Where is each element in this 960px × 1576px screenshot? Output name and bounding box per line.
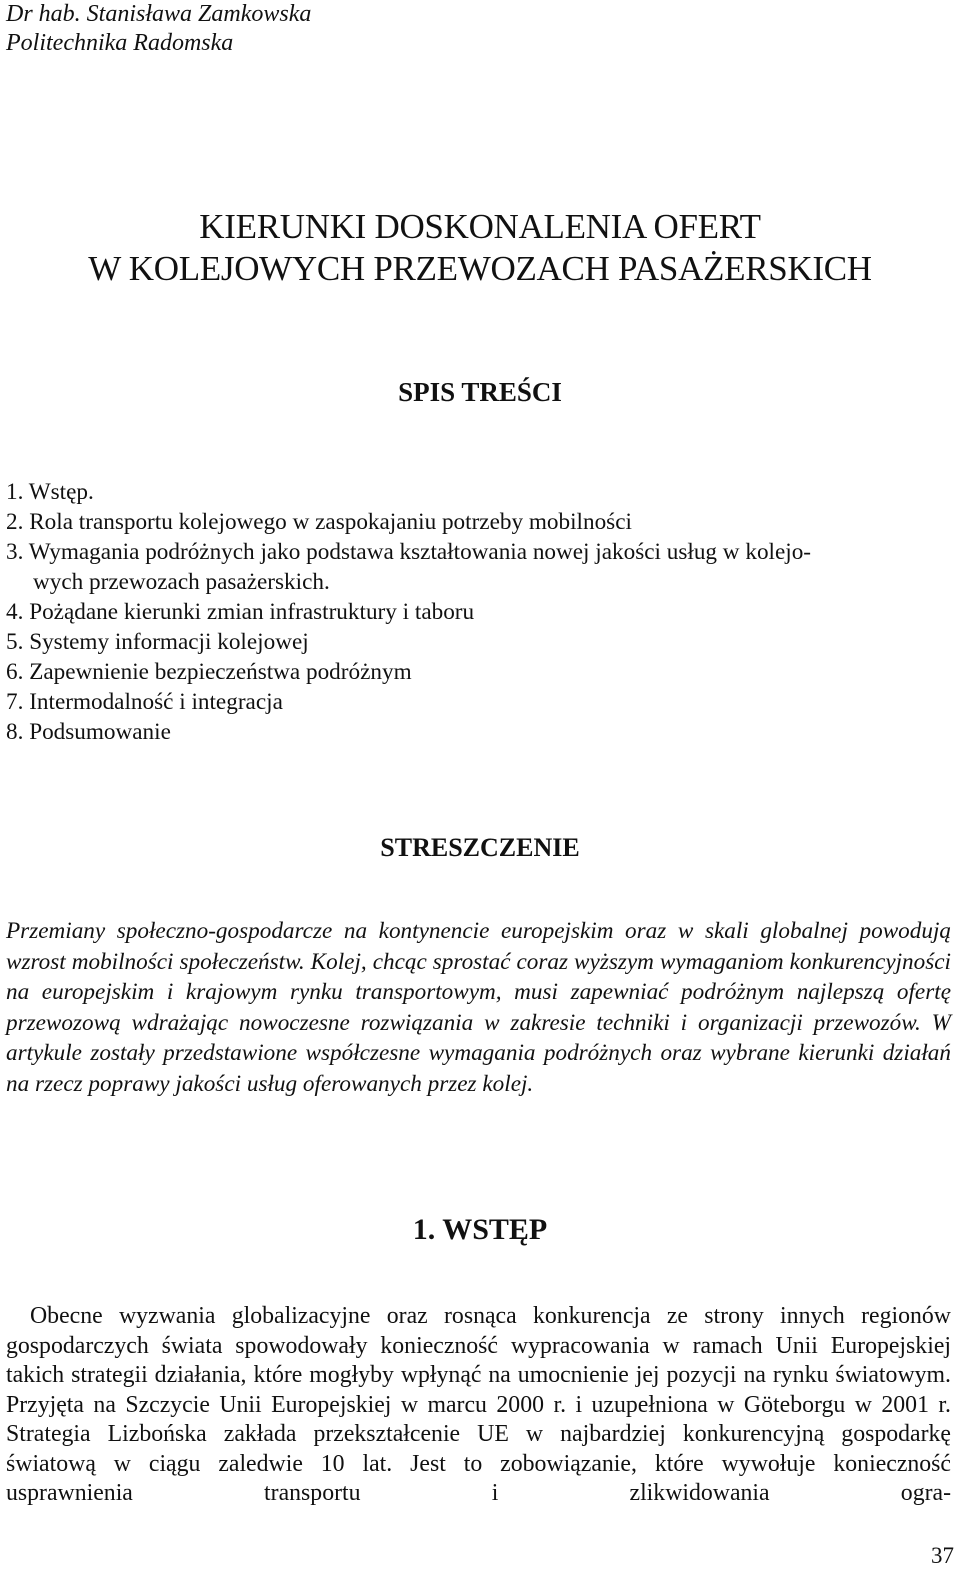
- toc-item: 5. Systemy informacji kolejowej: [6, 629, 309, 655]
- toc-item: 3. Wymagania podróżnych jako podstawa kształtowania nowej jakości usług w kolejo-: [6, 539, 812, 565]
- toc-heading: SPIS TREŚCI: [398, 377, 562, 407]
- author-block: [6, 0, 311, 58]
- section-paragraph: Obecne wyzwania globalizacyjne oraz rosnąca konkurencja ze strony innych regionów gospodarczych świata spowodowały konieczność wypracowania w ramach Unii Europejskiej takich strategii działania, które mogłyby wpłynąć na umocnienie jej pozycji na rynku światowym. Przyjęta na Szczycie Unii Europejskiej w marcu 2000 r. i uzupełniona w Göteborgu w 2001 r. Strategia Lizbońska zakłada przekształcenie UE w najbardziej konkurencyjną gospodarkę światową w ciągu zaledwie 10 lat. Jest to zobowiązanie, które wywołuje konieczność usprawnienia transportu i zlikwidowania ogra-: [6, 1303, 951, 1506]
- page-number: 37: [931, 1543, 954, 1568]
- toc-item: 6. Zapewnienie bezpieczeństwa podróżnym: [6, 659, 412, 685]
- section-heading: 1. WSTĘP: [412, 1213, 548, 1246]
- toc-item: 4. Pożądane kierunki zmian infrastruktury i taboru: [6, 599, 475, 625]
- toc-item-continuation: wych przewozach pasażerskich.: [33, 569, 330, 595]
- toc-item: 1. Wstęp.: [6, 479, 94, 505]
- toc-item: 2. Rola transportu kolejowego w zaspokajaniu potrzeby mobilności: [6, 509, 632, 535]
- paper-title: [0, 206, 960, 290]
- abstract-text: Przemiany społeczno-gospodarcze na kontynencie europejskim oraz w skali globalnej powodują wzrost mobilności społeczeństw. Kolej, chcąc sprostać coraz wyższym wymaganiom konkurencyjności na europejskim i krajowym rynku transportowym, musi zapewniać podróżnym najlepszą ofertę przewozową wdrażając nowoczesne rozwiązania w zakresie techniki i organizacji przewozów. W artykule zostały przedstawione współczesne wymagania podróżnych oraz wybrane kierunki działań na rzecz poprawy jakości usług oferowanych przez kolej.: [6, 918, 951, 1097]
- abstract-heading: STRESZCZENIE: [380, 833, 580, 862]
- author-name: Dr hab. Stanisława Zamkowska: [6, 1, 312, 27]
- toc-item: 7. Intermodalność i integracja: [6, 689, 283, 715]
- table-of-contents: [6, 477, 951, 747]
- title-line-1: KIERUNKI DOSKONALENIA OFERT: [199, 207, 761, 246]
- toc-item: 8. Podsumowanie: [6, 719, 171, 745]
- title-line-2: W KOLEJOWYCH PRZEWOZACH PASAŻERSKICH: [88, 249, 872, 288]
- author-affiliation: Politechnika Radomska: [6, 30, 234, 56]
